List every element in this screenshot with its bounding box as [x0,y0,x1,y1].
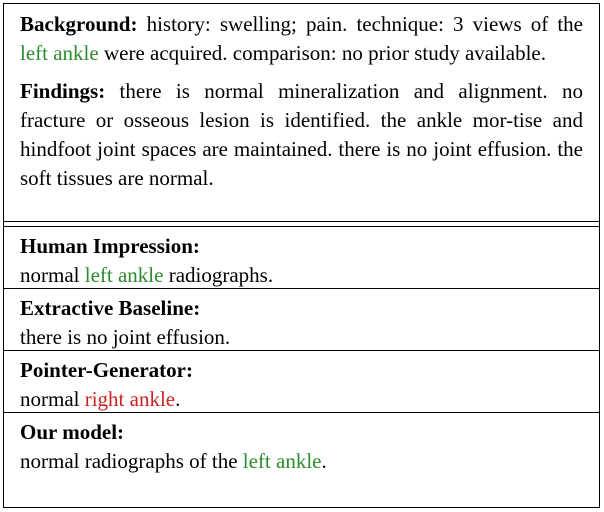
extractive-baseline-row [4,289,599,350]
extractive-baseline-label: Extractive Baseline: [20,296,201,320]
input-section [4,4,599,221]
human-impression-label: Human Impression: [20,234,200,258]
extractive-baseline-text: there is no joint effusion. [20,325,231,349]
background-highlight: left ankle [20,41,99,65]
findings-text: there is normal mineralization and alignment. no fracture or osseous lesion is identified. the ankle mor-tise and hindfoot joint spaces are maintained. there is no joint effusion. the soft tissues are normal. [20,79,583,190]
background-text-1: history: swelling; pain. technique: 3 views of the [137,12,583,36]
pointer-generator-highlight: right ankle [84,387,176,411]
pointer-generator-text-1: normal [20,387,85,411]
human-impression-highlight: left ankle [84,263,164,287]
pointer-generator-text-2: . [175,387,181,411]
pointer-generator-label: Pointer-Generator: [20,358,193,382]
human-impression-text-2: radiographs. [163,263,274,287]
our-model-text-2: . [321,449,327,473]
human-impression-text-1: normal [20,263,85,287]
pointer-generator-row [4,351,599,412]
background-label: Background: [20,12,138,36]
our-model-row [4,413,599,477]
report-table [3,3,600,508]
findings-label: Findings: [20,79,106,103]
our-model-highlight: left ankle [242,449,322,473]
our-model-text-1: normal radiographs of the [20,449,243,473]
background-paragraph [20,10,583,68]
our-model-label: Our model: [20,420,125,444]
background-text-2: were acquired. comparison: no prior study available. [98,41,546,65]
human-impression-row [4,227,599,288]
findings-paragraph [20,77,583,193]
